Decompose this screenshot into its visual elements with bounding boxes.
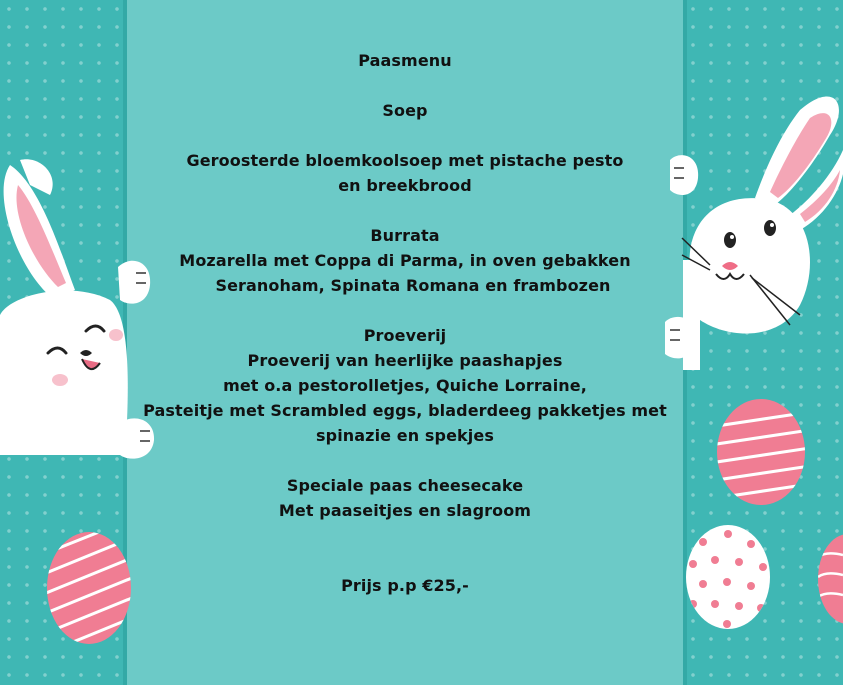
right-edge-striped-egg-icon — [818, 532, 843, 627]
proeverij-line: met o.a pestorolletjes, Quiche Lorraine, — [223, 376, 587, 395]
price-text: Prijs p.p €25,- — [341, 576, 469, 595]
burrata-heading: Burrata — [370, 226, 440, 245]
right-dotted-egg-icon — [683, 522, 773, 632]
burrata-line: Mozarella met Coppa di Parma, in oven gebakken — [179, 251, 631, 270]
right-bunny-icon — [660, 90, 843, 370]
left-striped-egg-icon — [44, 528, 134, 648]
proeverij-heading: Proeverij — [363, 326, 447, 345]
dessert-heading: Speciale paas cheesecake — [286, 476, 524, 495]
dessert-line: Met paaseitjes en slagroom — [278, 501, 532, 520]
menu-text-block — [127, 48, 683, 598]
right-striped-egg-icon — [715, 397, 807, 507]
soup-line: Geroosterde bloemkoolsoep met pistache pesto — [186, 151, 624, 170]
proeverij-line: Pasteitje met Scrambled eggs, bladerdeeg pakketjes met — [143, 401, 667, 420]
proeverij-line: spinazie en spekjes — [316, 426, 494, 445]
soup-heading: Soep — [382, 101, 428, 120]
burrata-line: Seranoham, Spinata Romana en frambozen — [215, 276, 611, 295]
soup-line: en breekbrood — [338, 176, 472, 195]
proeverij-line: Proeverij van heerlijke paashapjes — [247, 351, 563, 370]
menu-title: Paasmenu — [358, 51, 452, 70]
